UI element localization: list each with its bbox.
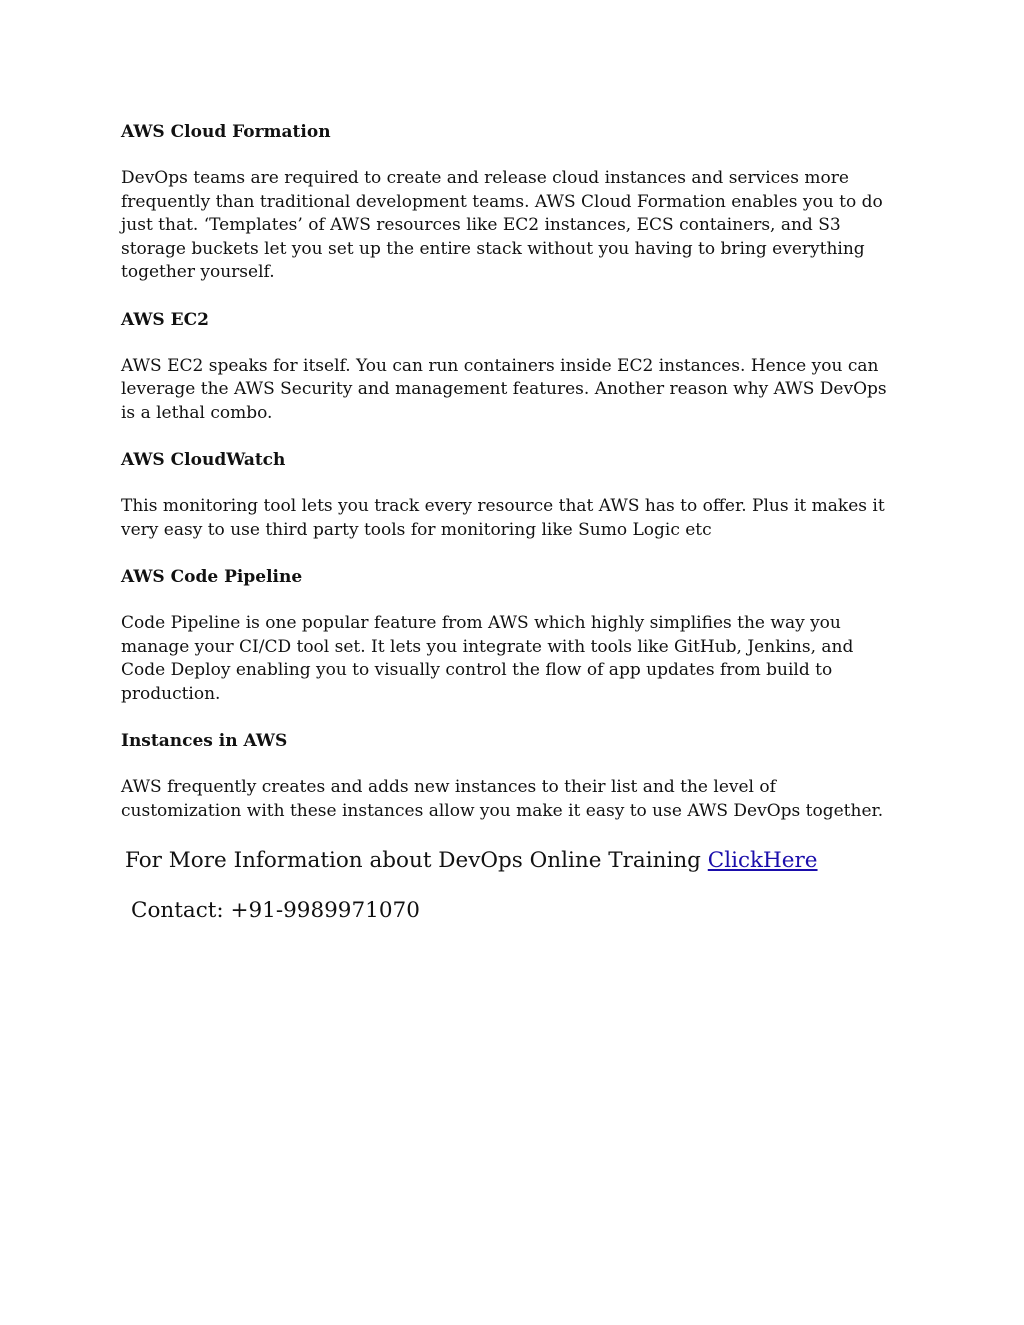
section-aws-code-pipeline: [121, 565, 901, 706]
more-information-line: [125, 846, 901, 876]
section-body: AWS frequently creates and adds new instances to their list and the level of customization with these instances allow you make it easy to use AWS DevOps together.: [121, 777, 884, 821]
section-aws-cloudwatch: [121, 448, 901, 542]
document-content: [121, 120, 901, 926]
section-body: Code Pipeline is one popular feature from AWS which highly simplifies the way you manage your CI/CD tool set. It lets you integrate with tools like GitHub, Jenkins, and Code Deploy enabling you to visually control the flow of app updates from build to production.: [121, 613, 854, 704]
section-body: This monitoring tool lets you track every resource that AWS has to offer. Plus it makes it very easy to use third party tools for monitoring like Sumo Logic etc: [121, 496, 885, 540]
section-body: DevOps teams are required to create and release cloud instances and services more frequently than traditional development teams. AWS Cloud Formation enables you to do just that. ‘Templates’ of AWS resources like EC2 instances, ECS containers, and S3 storage buckets let you set up the entire stack without you having to bring everything together yourself.: [121, 168, 883, 282]
section-heading: AWS EC2: [121, 309, 209, 330]
contact-line: Contact: +91-9989971070: [131, 898, 420, 923]
section-body: AWS EC2 speaks for itself. You can run containers inside EC2 instances. Hence you can leverage the AWS Security and management features. Another reason why AWS DevOps is a lethal combo.: [121, 355, 887, 423]
section-instances-in-aws: [121, 729, 901, 823]
section-aws-ec2: [121, 308, 901, 426]
section-heading: Instances in AWS: [121, 731, 288, 751]
section-heading: AWS Code Pipeline: [121, 567, 303, 587]
section-heading: AWS CloudWatch: [121, 450, 286, 470]
section-aws-cloud-formation: [121, 120, 901, 285]
section-heading: AWS Cloud Formation: [121, 122, 331, 142]
click-here-link[interactable]: ClickHere: [707, 848, 818, 873]
more-information-text: For More Information about DevOps Online Training: [125, 848, 708, 873]
